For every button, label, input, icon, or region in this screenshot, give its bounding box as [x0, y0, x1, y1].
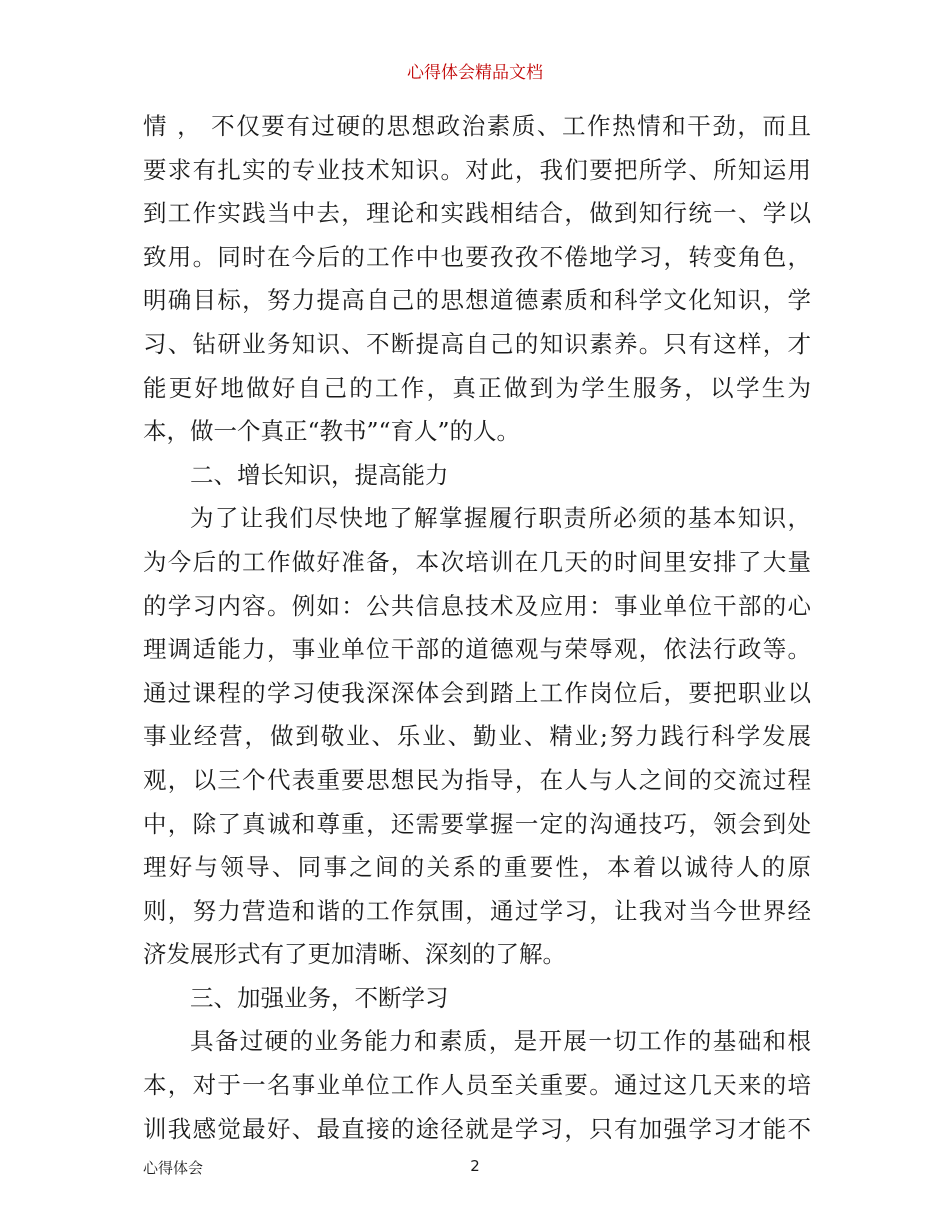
text-line: 二、增长知识，提高能力	[190, 460, 449, 489]
page-number: 2	[470, 1157, 480, 1175]
text-line: 三、加强业务，不断学习	[190, 983, 449, 1012]
text-line: 为了让我们尽快地了解掌握履行职责所必须的基本知识，	[190, 504, 811, 533]
text-line: 理好与领导、同事之间的关系的重要性，本着以诚待人的原	[143, 853, 811, 882]
text-line: 则，努力营造和谐的工作氛围，通过学习，让我对当今世界经	[143, 896, 811, 925]
text-line: 本，对于一名事业单位工作人员至关重要。通过这几天来的培	[143, 1071, 811, 1100]
text-line: 通过课程的学习使我深深体会到踏上工作岗位后，要把职业以	[143, 678, 811, 707]
text-line: 的学习内容。例如：公共信息技术及应用：事业单位干部的心	[143, 591, 811, 620]
document-body	[143, 105, 811, 1151]
text-line: 理调适能力，事业单位干部的道德观与荣辱观，依法行政等。	[143, 635, 811, 664]
text-line: 具备过硬的业务能力和素质，是开展一切工作的基础和根	[190, 1027, 811, 1056]
text-line: 为今后的工作做好准备，本次培训在几天的时间里安排了大量	[143, 547, 811, 576]
text-line: 能更好地做好自己的工作，真正做到为学生服务，以学生为	[143, 373, 811, 402]
footer-label: 心得体会	[143, 1159, 204, 1177]
text-line: 要求有扎实的专业技术知识。对此，我们要把所学、所知运用	[143, 155, 811, 184]
text-line: 致用。同时在今后的工作中也要孜孜不倦地学习，转变角色，	[143, 242, 811, 271]
text-line: 训我感觉最好、最直接的途径就是学习，只有加强学习才能不	[143, 1114, 811, 1143]
text-line: 情 ， 不仅要有过硬的思想政治素质、工作热情和干劲，而且	[143, 112, 811, 140]
text-line: 济发展形式有了更加清晰、深刻的了解。	[143, 940, 566, 969]
text-line: 习、钻研业务知识、不断提高自己的知识素养。只有这样，才	[143, 329, 811, 358]
text-line: 本，做一个真正“教书”“育人”的人。	[143, 417, 521, 446]
text-line: 中，除了真诚和尊重，还需要掌握一定的沟通技巧，领会到处	[143, 809, 811, 838]
text-line: 明确目标，努力提高自己的思想道德素质和科学文化知识，学	[143, 286, 811, 315]
page-header-title: 心得体会精品文档	[407, 63, 543, 83]
text-line: 事业经营，做到敬业、乐业、勤业、精业;努力践行科学发展	[143, 722, 811, 751]
text-line: 到工作实践当中去，理论和实践相结合，做到知行统一、学以	[143, 199, 811, 228]
text-line: 观，以三个代表重要思想民为指导，在人与人之间的交流过程	[143, 765, 811, 794]
